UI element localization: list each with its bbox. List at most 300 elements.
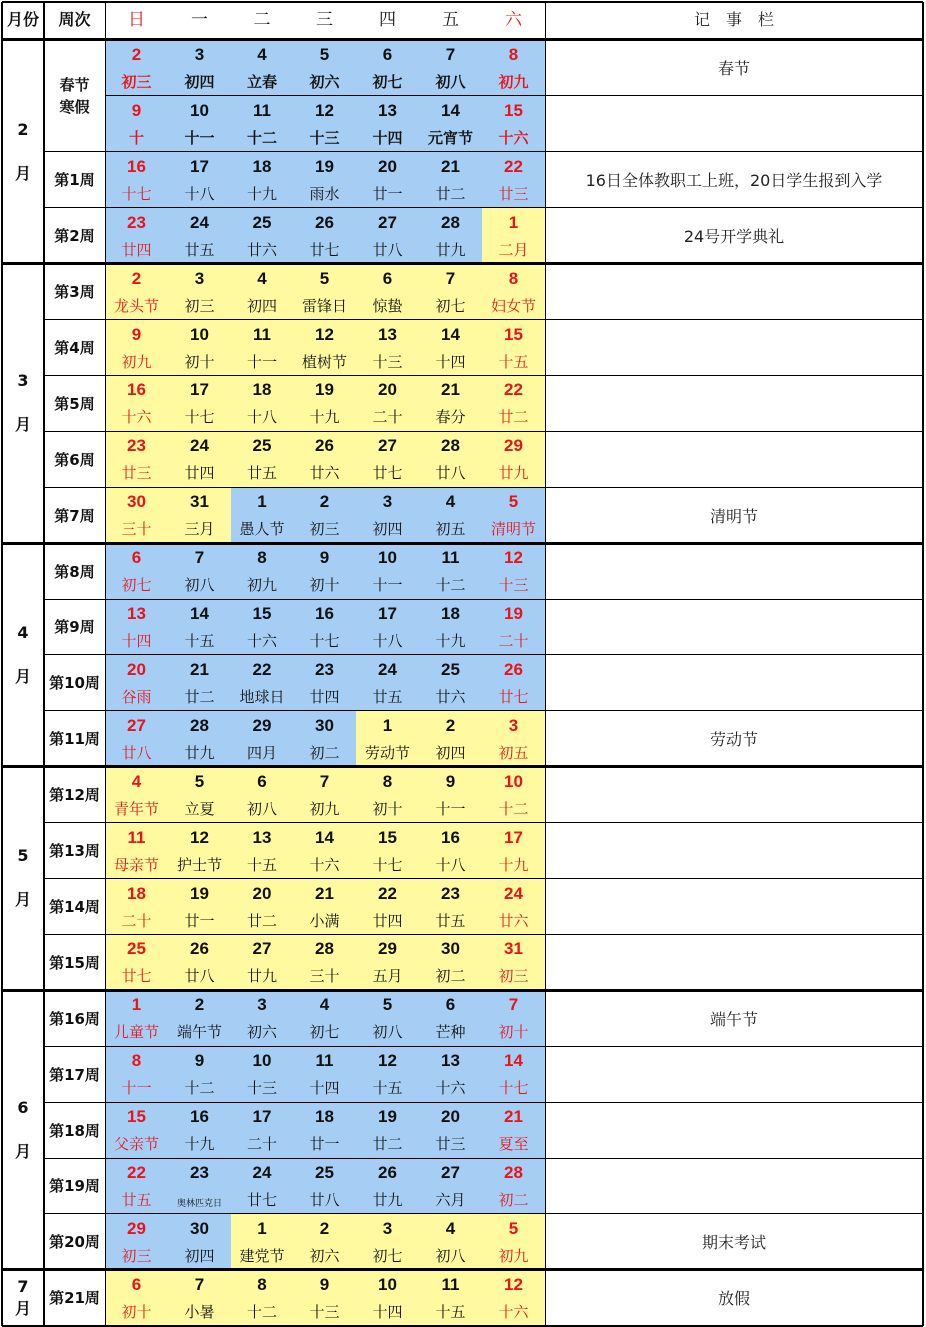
day-number: 14 xyxy=(190,604,209,623)
lunar-date: 初七 xyxy=(121,576,152,595)
grid-line-h xyxy=(44,710,923,711)
day-number: 7 xyxy=(194,1274,205,1294)
lunar-date: 廿二 xyxy=(184,687,215,706)
day-number: 10 xyxy=(190,324,209,344)
lunar-date: 初七 xyxy=(309,1023,340,1042)
lunar-date: 奥林匹克日 xyxy=(176,1199,222,1209)
grid-line-h xyxy=(2,262,923,265)
lunar-date: 初九 xyxy=(309,799,340,818)
day-cell xyxy=(482,264,545,320)
month-label xyxy=(2,990,44,1270)
lunar-date: 十二 xyxy=(246,128,277,147)
day-cell xyxy=(105,543,168,599)
lunar-date: 立夏 xyxy=(184,799,215,818)
weekday-header: 二 xyxy=(253,10,271,30)
day-cell xyxy=(105,320,168,376)
day-number: 11 xyxy=(441,548,460,568)
day-number: 10 xyxy=(190,100,209,120)
day-cell xyxy=(419,655,482,711)
day-cell xyxy=(293,823,356,879)
day-cell xyxy=(419,96,482,152)
week-label: 第18周 xyxy=(49,1121,100,1140)
lunar-date: 劳动节 xyxy=(364,743,410,762)
day-number: 11 xyxy=(315,1051,334,1071)
week-label: 第1周 xyxy=(54,171,95,190)
day-cell xyxy=(231,1046,293,1102)
day-number: 4 xyxy=(445,1218,456,1238)
day-number: 9 xyxy=(319,1274,330,1294)
day-cell xyxy=(419,487,482,543)
weekday-header: 一 xyxy=(191,10,208,30)
weekday-header: 日 xyxy=(128,10,145,30)
lunar-date: 二十 xyxy=(372,408,403,427)
day-number: 17 xyxy=(504,827,523,847)
day-cell xyxy=(293,208,356,264)
day-cell xyxy=(356,711,419,767)
lunar-date: 廿二 xyxy=(498,408,529,427)
lunar-date: 初七 xyxy=(372,1246,403,1265)
lunar-date: 廿六 xyxy=(498,911,529,930)
day-number: 29 xyxy=(378,939,397,959)
lunar-date: 父亲节 xyxy=(113,1135,159,1154)
day-number: 1 xyxy=(257,1218,267,1238)
lunar-date: 廿四 xyxy=(121,240,152,259)
day-cell xyxy=(105,599,168,655)
day-number: 7 xyxy=(445,268,456,288)
day-number: 8 xyxy=(131,1051,142,1071)
lunar-date: 十五 xyxy=(246,855,277,874)
lunar-date: 地球日 xyxy=(239,687,285,706)
day-cell xyxy=(231,487,293,543)
day-cell xyxy=(168,487,231,543)
day-number: 26 xyxy=(378,1163,397,1182)
lunar-date: 愚人节 xyxy=(239,520,285,539)
day-cell xyxy=(168,375,231,431)
lunar-date: 十九 xyxy=(246,184,277,203)
lunar-date: 雷锋日 xyxy=(301,296,347,315)
lunar-date: 十六 xyxy=(309,855,340,874)
day-number: 1 xyxy=(382,715,393,735)
lunar-date: 廿一 xyxy=(309,1135,340,1154)
lunar-date: 初十 xyxy=(184,352,215,371)
day-cell xyxy=(168,543,231,599)
week-label: 第16周 xyxy=(49,1009,100,1028)
week-label: 第14周 xyxy=(49,897,100,916)
day-cell xyxy=(168,264,231,320)
lunar-date: 初七 xyxy=(435,296,466,315)
day-cell xyxy=(482,96,545,152)
note-cell xyxy=(545,375,923,431)
lunar-date: 廿七 xyxy=(246,1191,277,1209)
lunar-date: 十八 xyxy=(184,184,215,203)
month-label-text: 7 xyxy=(17,1276,29,1296)
lunar-date: 廿九 xyxy=(498,464,529,483)
day-cell xyxy=(293,599,356,655)
day-cell xyxy=(419,711,482,767)
day-number: 26 xyxy=(190,939,209,959)
grid-line-h xyxy=(44,822,923,823)
lunar-date: 妇女节 xyxy=(490,296,536,315)
day-cell xyxy=(419,40,482,96)
week-label: 第13周 xyxy=(49,842,100,861)
lunar-date: 十七 xyxy=(498,1079,529,1098)
day-number: 4 xyxy=(257,268,267,288)
day-cell xyxy=(293,264,356,320)
lunar-date: 廿四 xyxy=(309,687,340,706)
day-cell xyxy=(419,1102,482,1158)
lunar-date: 十二 xyxy=(435,576,466,595)
lunar-date: 初九 xyxy=(498,73,529,91)
day-cell xyxy=(356,487,419,543)
day-number: 3 xyxy=(382,492,393,512)
day-number: 24 xyxy=(190,212,209,232)
day-number: 3 xyxy=(257,995,267,1015)
lunar-date: 夏至 xyxy=(498,1135,529,1154)
day-number: 4 xyxy=(131,771,142,791)
lunar-date: 初四 xyxy=(372,520,403,539)
day-number: 27 xyxy=(252,939,272,959)
lunar-date: 芒种 xyxy=(435,1023,466,1042)
day-number: 21 xyxy=(315,883,334,903)
lunar-date: 廿九 xyxy=(372,1191,403,1209)
week-label: 第11周 xyxy=(49,730,100,749)
day-cell xyxy=(168,655,231,711)
day-number: 21 xyxy=(504,1107,523,1127)
day-number: 19 xyxy=(378,1107,397,1127)
day-number: 22 xyxy=(252,659,272,679)
lunar-date: 初六 xyxy=(246,1023,277,1042)
lunar-date: 小满 xyxy=(309,911,340,930)
day-cell xyxy=(482,934,545,990)
note-cell xyxy=(545,1102,923,1158)
day-cell xyxy=(419,543,482,599)
day-cell xyxy=(419,599,482,655)
lunar-date: 初九 xyxy=(498,1246,529,1265)
day-cell xyxy=(231,96,293,152)
lunar-date: 十八 xyxy=(435,855,466,874)
grid-line-h xyxy=(2,542,923,545)
day-cell xyxy=(419,1214,482,1270)
day-cell xyxy=(293,40,356,96)
day-cell xyxy=(356,1214,419,1270)
lunar-date: 龙头节 xyxy=(113,296,159,315)
grid-line-h xyxy=(2,1268,923,1271)
lunar-date: 二月 xyxy=(498,240,529,259)
day-number: 10 xyxy=(378,1274,397,1294)
day-number: 5 xyxy=(319,268,330,288)
lunar-date: 建党节 xyxy=(239,1246,285,1265)
lunar-date: 十五 xyxy=(372,1079,403,1098)
day-number: 28 xyxy=(441,212,460,232)
lunar-date: 初四 xyxy=(246,296,277,315)
day-number: 9 xyxy=(194,1051,205,1071)
day-cell xyxy=(293,320,356,376)
day-cell xyxy=(293,487,356,543)
lunar-date: 廿八 xyxy=(121,743,152,762)
day-cell xyxy=(356,879,419,935)
day-number: 19 xyxy=(315,380,334,400)
day-number: 17 xyxy=(378,604,397,623)
day-number: 22 xyxy=(504,380,523,400)
day-cell xyxy=(293,767,356,823)
day-cell xyxy=(105,96,168,152)
day-number: 29 xyxy=(252,715,272,735)
day-cell xyxy=(293,431,356,487)
lunar-date: 廿四 xyxy=(372,911,403,930)
day-cell xyxy=(293,711,356,767)
month-label-text: 月 xyxy=(14,415,31,435)
day-cell xyxy=(168,823,231,879)
day-cell xyxy=(356,823,419,879)
lunar-date: 廿八 xyxy=(435,464,466,483)
day-cell xyxy=(482,1102,545,1158)
day-number: 2 xyxy=(131,268,142,288)
note-cell xyxy=(545,599,923,655)
lunar-date: 十四 xyxy=(372,1302,403,1321)
lunar-date: 三十 xyxy=(309,967,340,986)
day-number: 15 xyxy=(504,324,523,344)
week-label: 第12周 xyxy=(49,786,100,805)
month-label-text: 月 xyxy=(14,1298,31,1318)
day-cell xyxy=(419,823,482,879)
day-number: 8 xyxy=(508,45,519,64)
grid-line-h xyxy=(2,989,923,992)
day-number: 2 xyxy=(319,492,330,512)
day-cell xyxy=(356,320,419,376)
note-cell: 清明节 xyxy=(709,506,758,526)
day-number: 27 xyxy=(441,1163,460,1182)
day-cell xyxy=(105,879,168,935)
month-label-text: 月 xyxy=(14,890,31,910)
lunar-date: 廿三 xyxy=(121,464,152,483)
day-number: 4 xyxy=(445,492,456,512)
day-cell xyxy=(105,264,168,320)
lunar-date: 廿六 xyxy=(435,687,466,706)
day-cell xyxy=(105,1102,168,1158)
lunar-date: 廿九 xyxy=(184,743,215,762)
day-number: 28 xyxy=(190,715,209,735)
lunar-date: 十七 xyxy=(184,408,215,427)
day-cell xyxy=(356,655,419,711)
lunar-date: 初四 xyxy=(435,743,466,762)
day-number: 9 xyxy=(319,548,330,568)
day-number: 21 xyxy=(441,380,460,400)
day-number: 13 xyxy=(378,324,397,344)
day-cell xyxy=(231,320,293,376)
day-cell xyxy=(105,990,168,1046)
lunar-date: 二十 xyxy=(246,1135,277,1154)
day-number: 12 xyxy=(315,100,334,120)
day-number: 25 xyxy=(315,1163,334,1182)
day-number: 15 xyxy=(504,100,523,120)
grid-line-v xyxy=(105,2,106,1326)
lunar-date: 十一 xyxy=(121,1079,152,1098)
day-number: 5 xyxy=(508,492,519,512)
day-cell xyxy=(419,879,482,935)
grid-line-h xyxy=(44,1046,923,1047)
day-cell xyxy=(105,40,168,96)
lunar-date: 十四 xyxy=(121,632,152,650)
day-number: 28 xyxy=(315,939,334,959)
day-number: 11 xyxy=(253,100,271,120)
day-number: 18 xyxy=(441,604,460,623)
day-cell xyxy=(168,990,231,1046)
day-cell xyxy=(419,934,482,990)
grid-line-h xyxy=(44,878,923,879)
week-label: 第15周 xyxy=(49,953,100,972)
lunar-date: 青年节 xyxy=(113,799,159,818)
day-number: 13 xyxy=(127,604,146,623)
lunar-date: 十八 xyxy=(372,632,403,650)
day-number: 6 xyxy=(131,548,142,568)
week-label: 第10周 xyxy=(49,674,100,693)
day-number: 19 xyxy=(190,883,209,903)
lunar-date: 十一 xyxy=(184,128,215,147)
day-number: 25 xyxy=(252,212,272,232)
lunar-date: 初二 xyxy=(498,1191,529,1209)
day-cell xyxy=(105,487,168,543)
lunar-date: 廿三 xyxy=(498,184,529,203)
lunar-date: 初三 xyxy=(498,967,529,986)
lunar-date: 小暑 xyxy=(184,1302,215,1321)
lunar-date: 廿五 xyxy=(184,240,215,259)
day-number: 11 xyxy=(441,1274,460,1294)
day-number: 29 xyxy=(127,1218,146,1238)
day-number: 20 xyxy=(127,659,146,679)
lunar-date: 廿七 xyxy=(372,464,403,483)
day-number: 6 xyxy=(257,771,267,791)
note-cell xyxy=(545,96,923,152)
day-number: 12 xyxy=(315,324,334,344)
day-cell xyxy=(231,375,293,431)
weekday-header: 五 xyxy=(442,10,459,30)
week-label: 第20周 xyxy=(49,1233,100,1252)
lunar-date: 初八 xyxy=(184,576,215,595)
lunar-date: 廿八 xyxy=(309,1191,340,1209)
lunar-date: 廿一 xyxy=(372,184,403,203)
day-cell xyxy=(168,1270,231,1326)
lunar-date: 廿七 xyxy=(498,687,529,706)
lunar-date: 廿二 xyxy=(246,911,277,930)
day-number: 9 xyxy=(131,324,142,344)
lunar-date: 十三 xyxy=(246,1079,277,1098)
week-label: 第19周 xyxy=(49,1177,100,1196)
day-cell xyxy=(356,1046,419,1102)
lunar-date: 廿七 xyxy=(121,967,152,986)
lunar-date: 初三 xyxy=(121,1246,152,1265)
lunar-date: 初十 xyxy=(498,1023,529,1042)
lunar-date: 十九 xyxy=(498,855,529,874)
lunar-date: 十二 xyxy=(246,1302,277,1321)
day-cell xyxy=(356,1270,419,1326)
day-number: 27 xyxy=(127,715,146,735)
lunar-date: 儿童节 xyxy=(113,1023,159,1042)
day-cell xyxy=(356,96,419,152)
lunar-date: 十六 xyxy=(498,1302,529,1321)
day-cell xyxy=(482,599,545,655)
day-cell xyxy=(231,934,293,990)
day-number: 8 xyxy=(382,771,393,791)
note-cell: 放假 xyxy=(717,1289,750,1309)
day-number: 17 xyxy=(252,1107,272,1127)
day-cell xyxy=(482,487,545,543)
day-number: 23 xyxy=(127,436,146,456)
day-number: 8 xyxy=(508,268,519,288)
day-number: 6 xyxy=(445,995,456,1015)
month-label-text: 3 xyxy=(17,371,29,391)
day-cell xyxy=(356,264,419,320)
day-number: 7 xyxy=(194,548,205,568)
notes-header: 记 事 栏 xyxy=(693,10,774,29)
note-cell: 16日全体教职工上班，20日学生报到入学 xyxy=(585,171,883,191)
day-cell xyxy=(168,208,231,264)
day-number: 15 xyxy=(127,1107,146,1127)
lunar-date: 十五 xyxy=(498,352,529,371)
day-cell xyxy=(231,1158,293,1214)
day-cell xyxy=(356,375,419,431)
week-label: 第9周 xyxy=(54,618,95,637)
day-number: 10 xyxy=(378,548,397,568)
day-cell xyxy=(231,879,293,935)
day-number: 14 xyxy=(441,100,460,120)
day-cell xyxy=(356,599,419,655)
day-number: 24 xyxy=(252,1163,272,1182)
day-cell xyxy=(105,767,168,823)
week-label: 第3周 xyxy=(54,283,95,302)
day-number: 22 xyxy=(504,156,523,176)
day-cell xyxy=(482,543,545,599)
lunar-date: 初八 xyxy=(435,1246,466,1265)
day-cell xyxy=(482,1270,545,1326)
day-number: 5 xyxy=(382,995,393,1015)
grid-line-h xyxy=(105,95,923,96)
lunar-date: 十二 xyxy=(498,799,529,818)
day-cell xyxy=(419,375,482,431)
day-number: 20 xyxy=(252,883,272,903)
note-cell xyxy=(545,264,923,320)
day-cell xyxy=(482,655,545,711)
lunar-date: 廿五 xyxy=(246,464,277,483)
lunar-date: 廿九 xyxy=(435,240,466,259)
day-number: 7 xyxy=(319,771,330,791)
day-number: 10 xyxy=(252,1051,272,1071)
grid-line-h xyxy=(44,599,923,600)
day-cell xyxy=(356,1158,419,1214)
lunar-date: 初二 xyxy=(309,743,340,762)
lunar-date: 初六 xyxy=(309,1246,340,1265)
week-label: 第2周 xyxy=(54,227,95,246)
day-cell xyxy=(231,543,293,599)
winter-break-label xyxy=(44,40,105,152)
day-cell xyxy=(482,431,545,487)
day-cell xyxy=(105,1046,168,1102)
lunar-date: 初八 xyxy=(435,73,466,91)
day-number: 13 xyxy=(252,827,272,847)
day-number: 14 xyxy=(504,1051,523,1071)
month-label-text: 月 xyxy=(14,163,31,183)
day-number: 5 xyxy=(319,45,330,64)
month-label-text: 5 xyxy=(17,846,29,866)
day-number: 8 xyxy=(257,548,267,568)
lunar-date: 六月 xyxy=(435,1191,466,1209)
month-label-text: 6 xyxy=(17,1098,29,1118)
day-number: 13 xyxy=(441,1051,460,1071)
lunar-date: 惊蛰 xyxy=(372,296,403,315)
day-cell xyxy=(231,655,293,711)
grid-line-h xyxy=(44,319,923,320)
lunar-date: 十三 xyxy=(309,128,340,147)
note-cell xyxy=(545,934,923,990)
